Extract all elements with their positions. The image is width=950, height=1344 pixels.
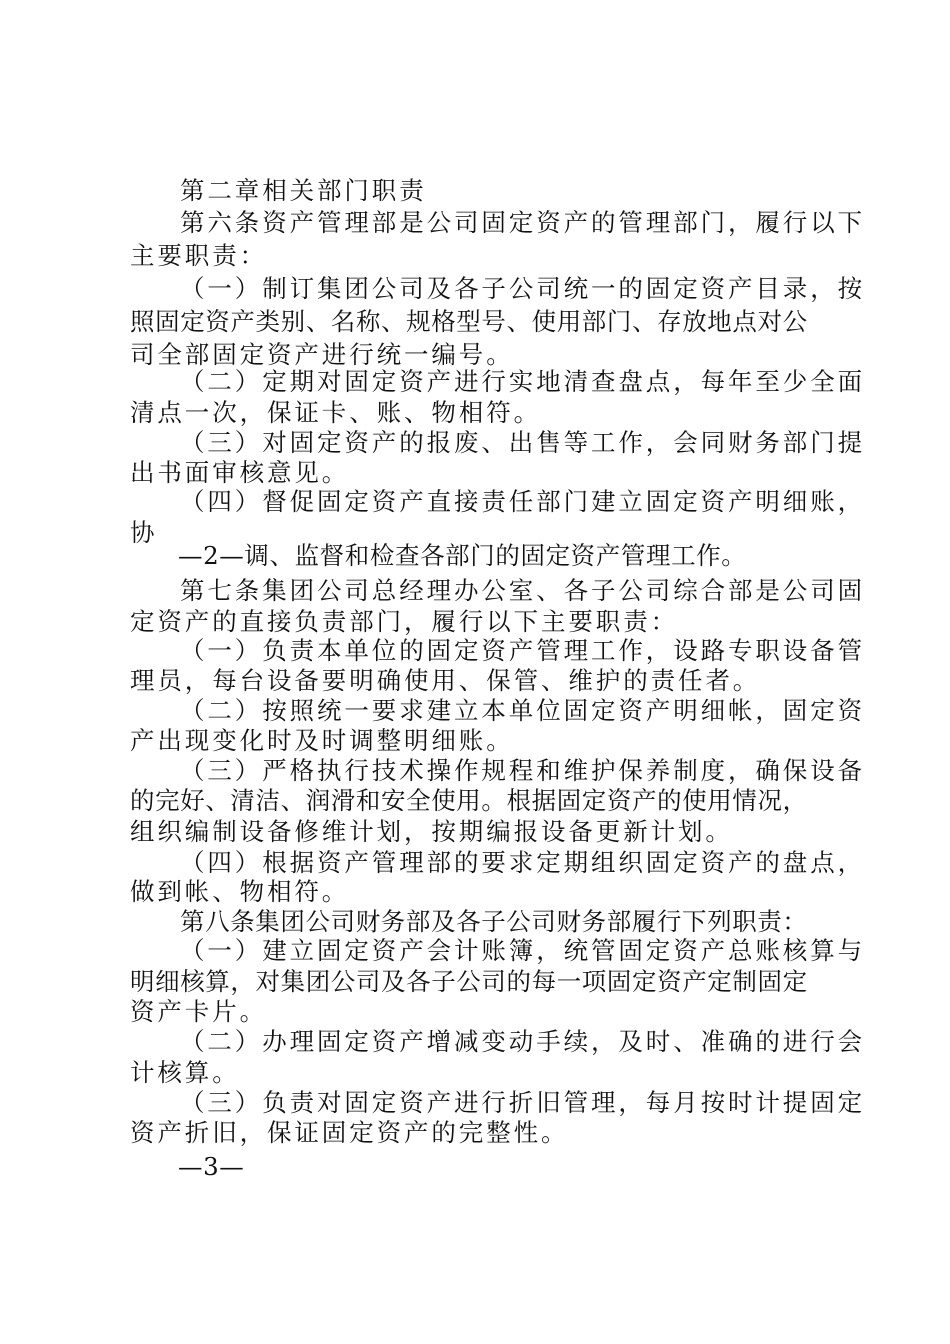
paragraph-line: （二）办理固定资产增减变动手续，及时、准确的进行会	[180, 1027, 865, 1056]
paragraph-line: 的完好、清洁、润滑和安全使用。根据固定资产的使用情况，	[130, 786, 808, 815]
paragraph-line: （四）督促固定资产直接责任部门建立固定资产明细账，	[180, 487, 865, 516]
paragraph-line: 主要职责：	[130, 241, 267, 270]
paragraph-line: （一）制订集团公司及各子公司统一的固定资产目录，按	[180, 274, 865, 303]
paragraph-line: 第八条集团公司财务部及各子公司财务部履行下列职责：	[180, 907, 808, 936]
paragraph-line: （三）对固定资产的报废、出售等工作，会同财务部门提	[180, 428, 865, 457]
paragraph-line: 明细核算，对集团公司及各子公司的每一项固定资产定制固定	[130, 967, 808, 996]
paragraph-line: 照固定资产类别、名称、规格型号、使用部门、存放地点对公	[130, 307, 808, 336]
paragraph-line: （三）负责对固定资产进行折旧管理，每月按时计提固定	[180, 1088, 865, 1117]
paragraph-line: 司全部固定资产进行统一编号。	[130, 340, 514, 369]
paragraph-line: （四）根据资产管理部的要求定期组织固定资产的盘点，	[180, 848, 865, 877]
paragraph-line: 计核算。	[130, 1058, 240, 1087]
paragraph-line: （二）按照统一要求建立本单位固定资产明细帐，固定资	[180, 696, 865, 725]
page-number: —3—	[178, 1152, 245, 1181]
paragraph-line: （三）严格执行技术操作规程和维护保养制度，确保设备	[180, 756, 865, 785]
paragraph-line: 做到帐、物相符。	[130, 877, 350, 906]
paragraph-line: 理员，每台设备要明确使用、保管、维护的责任者。	[130, 666, 761, 695]
chapter-heading: 第二章相关部门职责	[180, 176, 427, 205]
paragraph-line: 协	[130, 518, 158, 547]
paragraph-line: （二）定期对固定资产进行实地清查盘点，每年至少全面	[180, 367, 865, 396]
paragraph-line: 出书面审核意见。	[130, 458, 350, 487]
paragraph-line: 资产折旧，保证固定资产的完整性。	[130, 1118, 569, 1147]
paragraph-line: 定资产的直接负责部门，履行以下主要职责：	[130, 607, 678, 636]
paragraph-line: 第六条资产管理部是公司固定资产的管理部门，履行以下	[180, 208, 865, 237]
paragraph-line: 第七条集团公司总经理办公室、各子公司综合部是公司固	[180, 576, 865, 605]
paragraph-line: 资产卡片。	[130, 997, 267, 1026]
page-number-inline: —2—调、监督和检查各部门的固定资产管理工作。	[178, 541, 747, 570]
paragraph-line: （一）建立固定资产会计账簿，统管固定资产总账核算与	[180, 936, 865, 965]
paragraph-line: （一）负责本单位的固定资产管理工作，设路专职设备管	[180, 636, 865, 665]
paragraph-line: 组织编制设备修维计划，按期编报设备更新计划。	[130, 817, 733, 846]
paragraph-line: 产出现变化时及时调整明细账。	[130, 726, 514, 755]
paragraph-line: 清点一次，保证卡、账、物相符。	[130, 398, 541, 427]
